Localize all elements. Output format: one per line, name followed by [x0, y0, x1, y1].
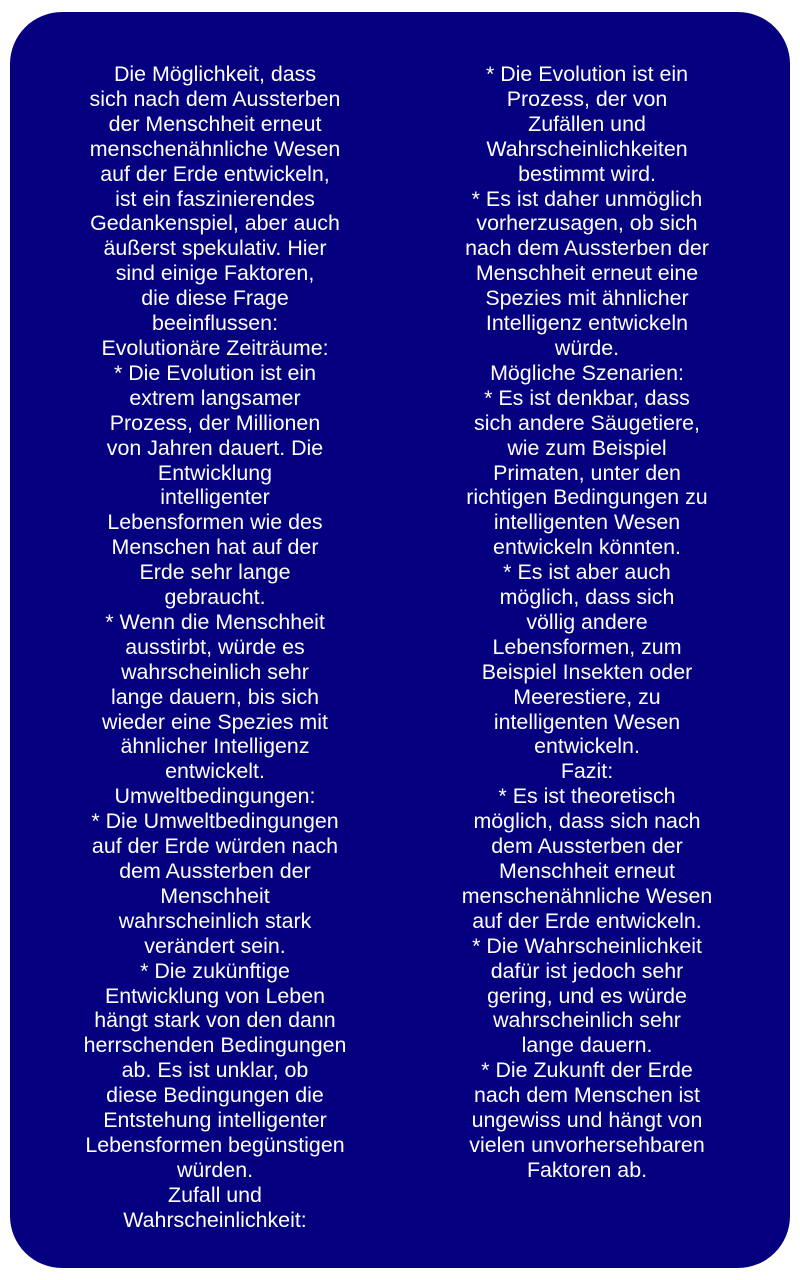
- right-text-column: * Die Evolution ist ein Prozess, der von Zufällen und Wahrscheinlichkeiten bestimmt wird. * Es ist daher unmöglich vorherzusagen, ob sich nach dem Aussterben der Menschheit erneut eine Spezies mit ähnlicher Intelligenz entwickeln würde. Mögliche Szenarien: * Es ist denkbar, dass sich andere Säugetiere, wie zum Beispiel Primaten, unter den richtigen Bedingungen zu intelligenten Wesen entwickeln könnten. * Es ist aber auch möglich, dass sich völlig andere Lebensformen, zum Beispiel Insekten oder Meerestiere, zu intelligenten Wesen entwickeln. Fazit: * Es ist theoretisch möglich, dass sich nach dem Aussterben der Menschheit erneut menschenähnliche Wesen auf der Erde entwickeln. * Die Wahrscheinlichkeit dafür ist jedoch sehr gering, und es würde wahrscheinlich sehr lange dauern. * Die Zukunft der Erde nach dem Menschen ist ungewiss und hängt von vielen unvorhersehbaren Faktoren ab.: [461, 62, 713, 1182]
- text-card: [10, 12, 790, 1268]
- left-text-column: Die Möglichkeit, dass sich nach dem Aussterben der Menschheit erneut menschenähnliche Wesen auf der Erde entwickeln, ist ein faszinierendes Gedankenspiel, aber auch äußerst spekulativ. Hier sind einige Faktoren, die diese Frage beeinflussen: Evolutionäre Zeiträume: * Die Evolution ist ein extrem langsamer Prozess, der Millionen von Jahren dauert. Die Entwicklung intelligenter Lebensformen wie des Menschen hat auf der Erde sehr lange gebraucht. * Wenn die Menschheit ausstirbt, würde es wahrscheinlich sehr lange dauern, bis sich wieder eine Spezies mit ähnlicher Intelligenz entwickelt. Umweltbedingungen: * Die Umweltbedingungen auf der Erde würden nach dem Aussterben der Menschheit wahrscheinlich stark verändert sein. * Die zukünftige Entwicklung von Leben hängt stark von den dann herrschenden Bedingungen ab. Es ist unklar, ob diese Bedingungen die Entstehung intelligenter Lebensformen begünstigen würden. Zufall und Wahrscheinlichkeit:: [83, 62, 347, 1232]
